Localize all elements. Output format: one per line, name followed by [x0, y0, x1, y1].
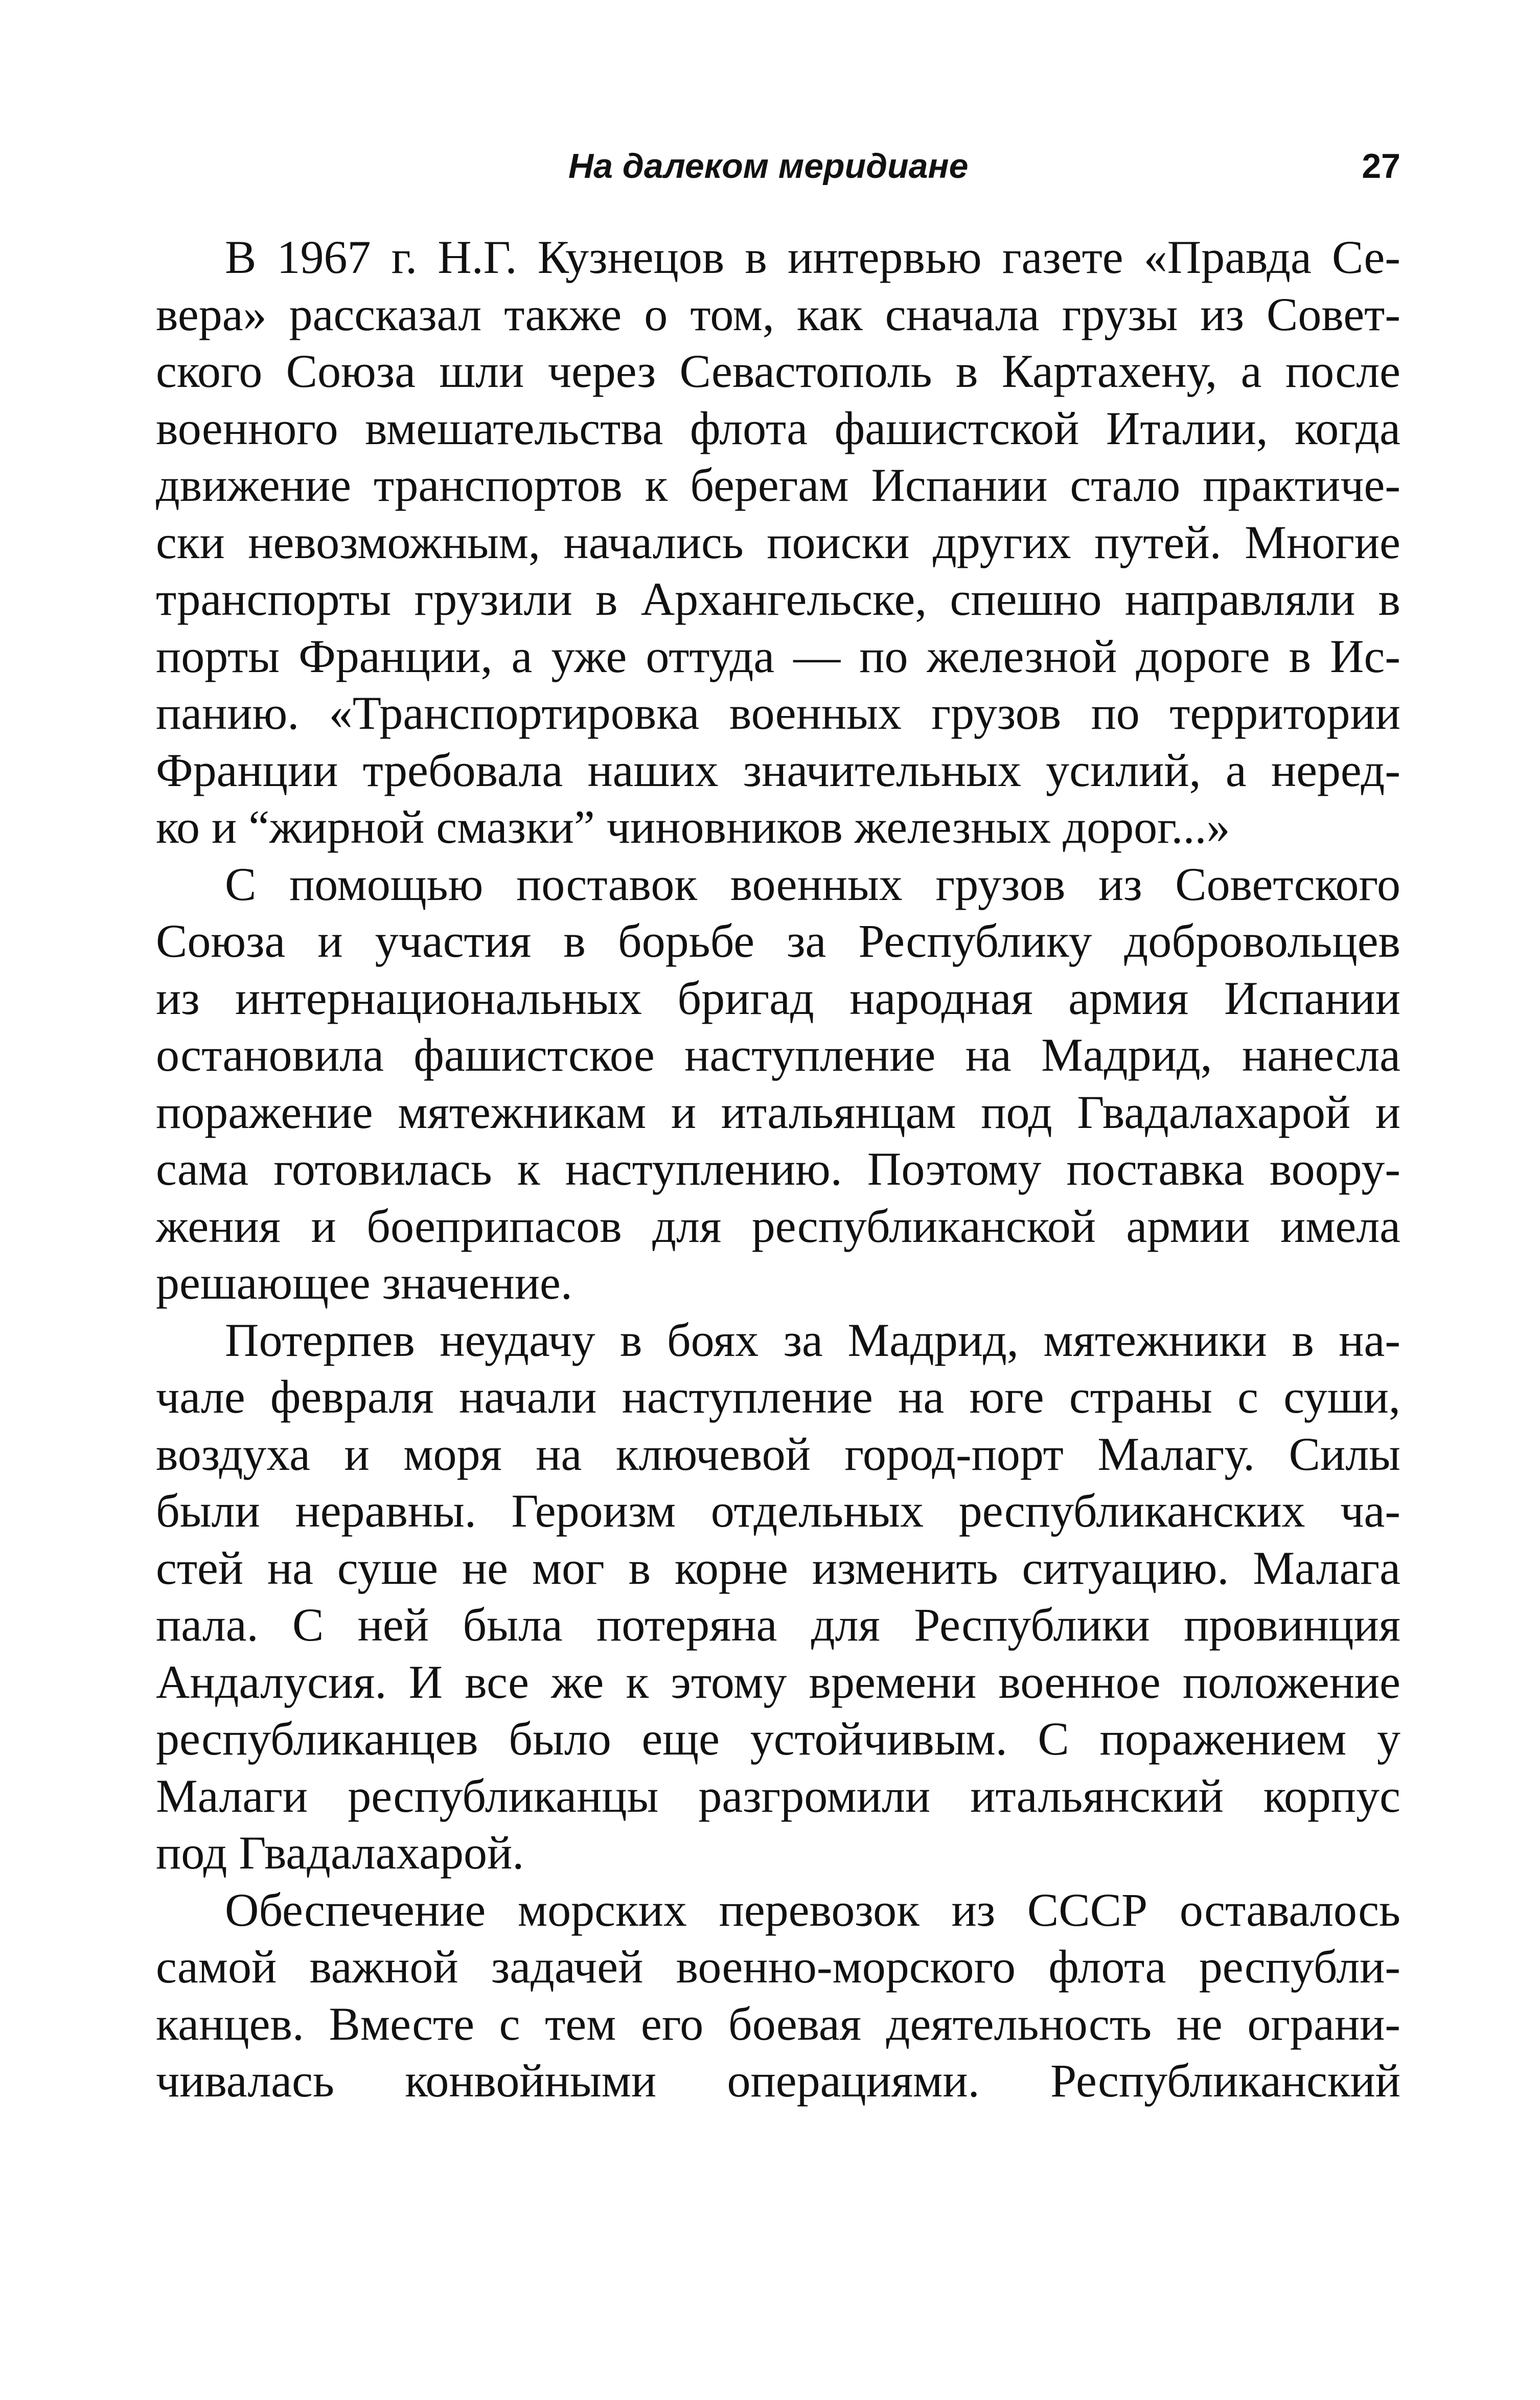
text-line: чале февраля начали наступление на юге страны с суши,	[156, 1371, 1400, 1423]
text-line: В 1967 г. Н.Г. Кузнецов в интервью газете «Правда Се-	[225, 231, 1400, 283]
text-line: Малаги республиканцы разгромили итальянский корпус	[156, 1769, 1400, 1822]
text-line: под Гвадалахарой.	[156, 1827, 524, 1879]
text-line: поражение мятежникам и итальянцам под Гвадалахарой и	[156, 1086, 1400, 1138]
text-line: ского Союза шли через Севастополь в Картахену, а после	[156, 345, 1400, 397]
text-line: панию. «Транспортировка военных грузов по территории	[156, 687, 1400, 739]
text-line: остановила фашистское наступление на Мадрид, нанесла	[156, 1029, 1400, 1081]
text-line: республиканцев было еще устойчивым. С поражением у	[156, 1713, 1400, 1765]
text-line: С помощью поставок военных грузов из Советского	[225, 858, 1400, 910]
paragraph-3	[156, 1312, 1400, 1882]
text-line: из интернациональных бригад народная армия Испании	[156, 972, 1400, 1024]
text-line: порты Франции, а уже оттуда — по железной дороге в Ис-	[156, 630, 1400, 682]
text-line: были неравны. Героизм отдельных республиканских ча-	[156, 1485, 1400, 1537]
text-line: пала. С ней была потеряна для Республики провинция	[156, 1599, 1400, 1651]
text-line: самой важной задачей военно-морского флота республи-	[156, 1941, 1400, 1993]
page-number: 27	[1362, 147, 1400, 186]
text-line: чивалась конвойными операциями. Республиканский	[156, 2055, 1400, 2107]
text-line: воздуха и моря на ключевой город-порт Малагу. Силы	[156, 1427, 1400, 1480]
text-line: ко и “жирной смазки” чиновников железных дорог...»	[156, 801, 1230, 853]
text-line: сама готовилась к наступлению. Поэтому поставка воору-	[156, 1143, 1400, 1195]
text-line: Потерпев неудачу в боях за Мадрид, мятежники в на-	[225, 1313, 1400, 1366]
text-line: военного вмешательства флота фашистской Италии, когда	[156, 402, 1400, 454]
text-line: Франции требовала наших значительных усилий, а неред-	[156, 744, 1400, 796]
text-line: решающее значение.	[156, 1257, 572, 1309]
text-line: транспорты грузили в Архангельске, спешно направляли в	[156, 573, 1400, 625]
text-line: Союза и участия в борьбе за Республику добровольцев	[156, 915, 1400, 967]
text-line: движение транспортов к берегам Испании стало практиче-	[156, 459, 1400, 511]
running-title: На далеком меридиане	[568, 147, 969, 186]
text-line: канцев. Вместе с тем его боевая деятельность не ограни-	[156, 1997, 1400, 2050]
paragraph-2	[156, 856, 1400, 1312]
running-head	[153, 138, 1400, 194]
text-line: вера» рассказал также о том, как сначала грузы из Совет-	[156, 288, 1400, 340]
body-text	[156, 229, 1400, 2110]
paragraph-4	[156, 1882, 1400, 2110]
paragraph-1	[156, 229, 1400, 856]
text-line: Андалусия. И все же к этому времени военное положение	[156, 1655, 1400, 1708]
text-line: жения и боеприпасов для республиканской армии имела	[156, 1199, 1400, 1252]
text-line: стей на суше не мог в корне изменить ситуацию. Малага	[156, 1541, 1400, 1594]
text-line: ски невозможным, начались поиски других путей. Многие	[156, 516, 1400, 568]
text-line: Обеспечение морских перевозок из СССР оставалось	[225, 1883, 1400, 1936]
